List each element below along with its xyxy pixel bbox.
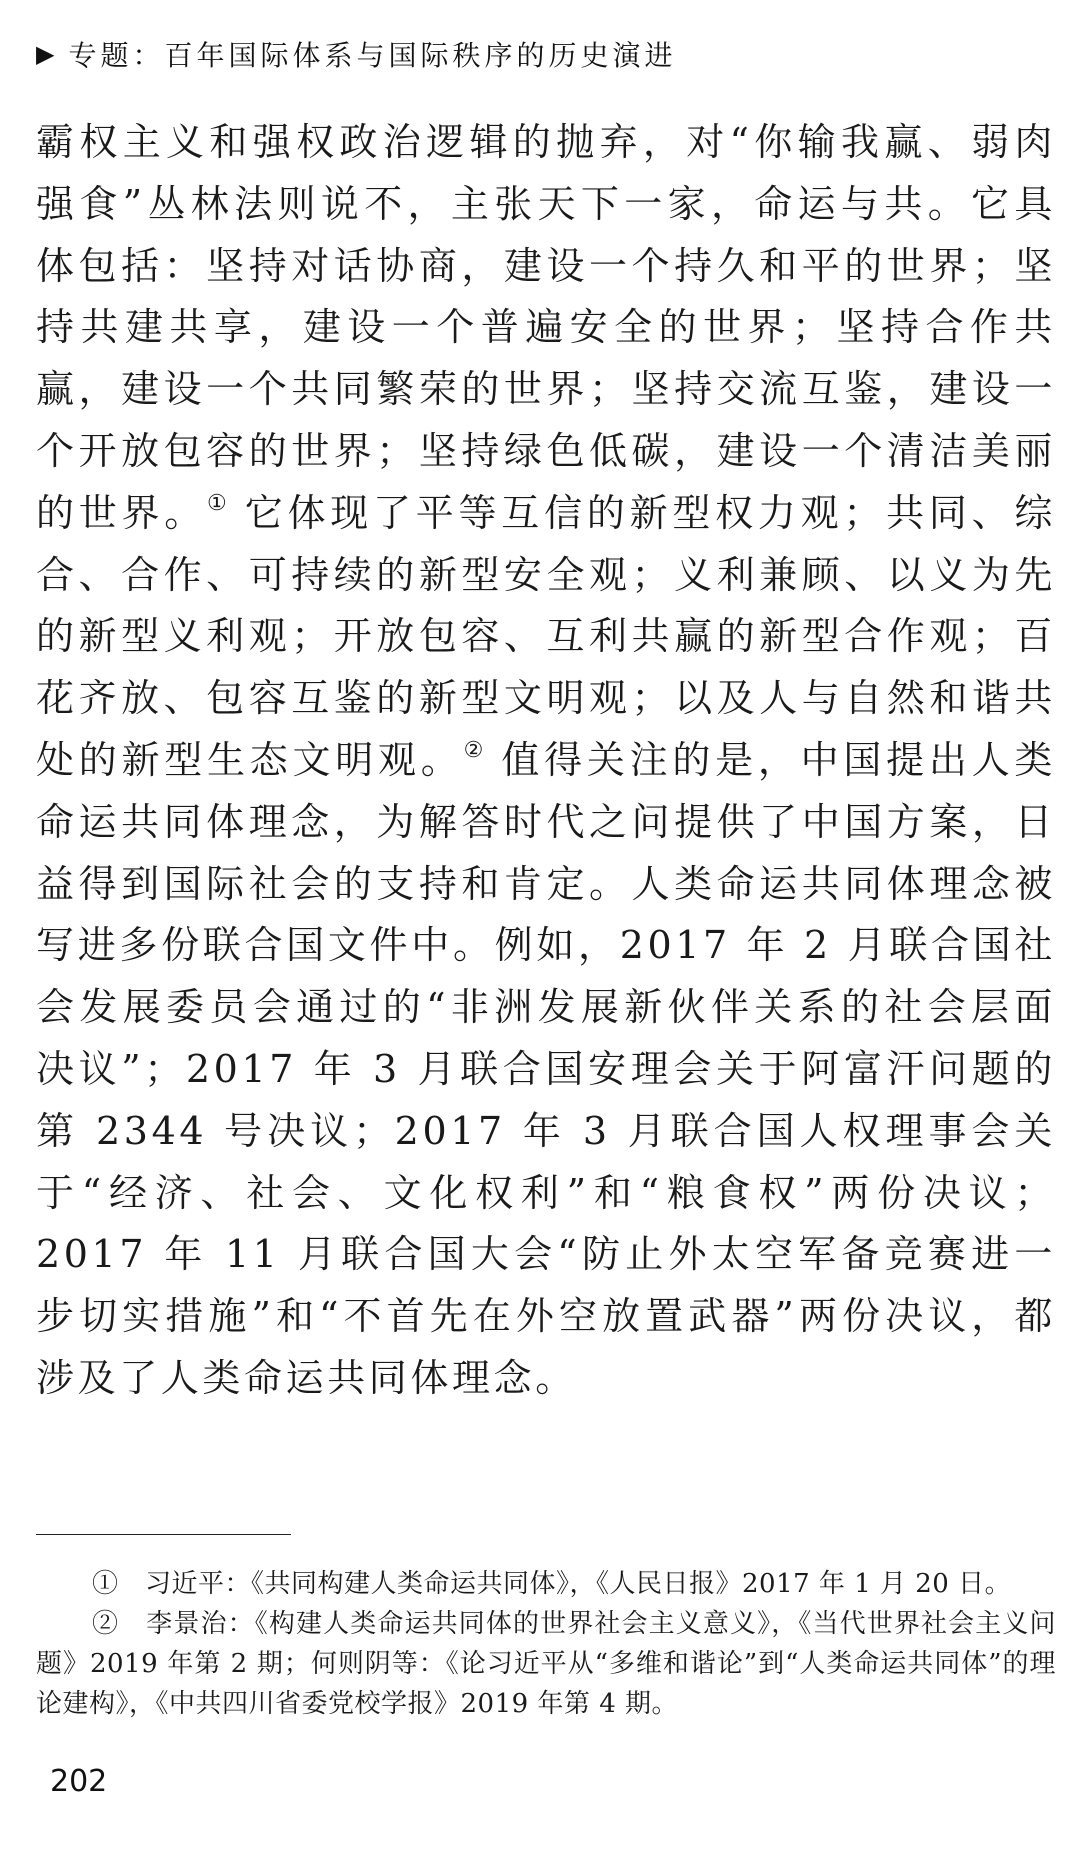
footnote-1: ① 习近平：《共同构建人类命运共同体》，《人民日报》2017 年 1 月 20 日。: [92, 1569, 1012, 1599]
header-title: 专题：百年国际体系与国际秩序的历史演进: [68, 39, 677, 72]
footnote-ref-2[interactable]: ②: [463, 737, 485, 763]
body-text-part-3: 值得关注的是，中国提出人类命运共同体理念，为解答时代之问提供了中国方案，日益得到国际社会的支持和肯定。人类命运共同体理念被写进多份联合国文件中。例如，2017 年 2 月联合国社会发展委员会通过的“非洲发展新伙伴关系的社会层面决议”；2017 年 3 月联合国安理会关于阿富汗问题的第 2344 号决议；2017 年 3 月联合国人权理事会关于“经济、社会、文化权利”和“粮食权”两份决议；2017 年 11 月联合国大会“防止外太空军备竞赛进一步切实措施”和“不首先在外空放置武器”两份决议，都涉及了人类命运共同体理念。: [36, 737, 1056, 1400]
body-text-part-2: 它体现了平等互信的新型权力观；共同、综合、合作、可持续的新型安全观；义利兼顾、以义为先的新型义利观；开放包容、互利共赢的新型合作观；百花齐放、包容互鉴的新型文明观；以及人与自然和谐共处的新型生态文明观。: [36, 490, 1056, 782]
triangle-marker-icon: ▶: [36, 40, 55, 68]
page-number: 202: [50, 1764, 108, 1799]
footnote-divider: [36, 1534, 291, 1535]
footnotes: [36, 1564, 1056, 1724]
footnote-2: ② 李景治：《构建人类命运共同体的世界社会主义意义》，《当代世界社会主义问题》2019 年第 2 期；何则阴等：《论习近平从“多维和谐论”到“人类命运共同体”的理论建构》，《中共四川省委党校学报》2019 年第 4 期。: [36, 1609, 1056, 1719]
footnote-ref-1[interactable]: ①: [207, 490, 228, 516]
running-header: [36, 34, 676, 74]
body-text-part-1: 霸权主义和强权政治逻辑的抛弃，对“你输我赢、弱肉强食”丛林法则说不，主张天下一家，命运与共。它具体包括：坚持对话协商，建设一个持久和平的世界；坚持共建共享，建设一个普遍安全的世界；坚持合作共赢，建设一个共同繁荣的世界；坚持交流互鉴，建设一个开放包容的世界；坚持绿色低碳，建设一个清洁美丽的世界。: [36, 120, 1056, 535]
body-paragraph: [36, 112, 1056, 1410]
